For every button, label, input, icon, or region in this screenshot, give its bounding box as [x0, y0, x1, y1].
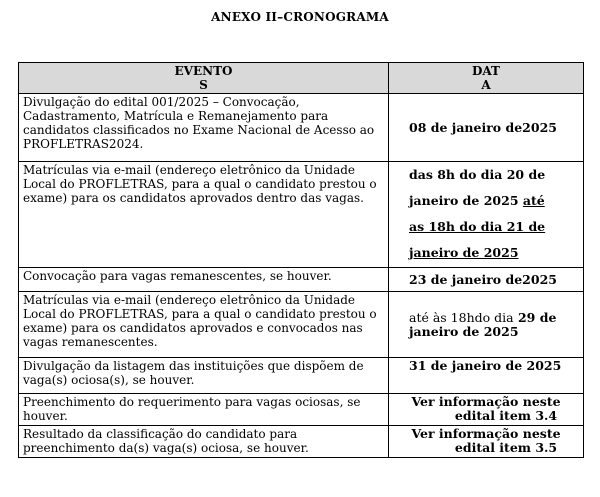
date-cell: 08 de janeiro de2025	[389, 94, 584, 162]
header-events	[19, 63, 389, 94]
date-text: 29 de	[517, 309, 557, 325]
table-row	[19, 426, 584, 458]
date-text: até às 18hdo dia	[409, 309, 514, 325]
date-line: edital item 3.5	[454, 440, 558, 455]
table-row	[19, 394, 584, 426]
event-cell: Matrículas via e-mail (endereço eletrônico da Unidade Local do PROFLETRAS, para a qual o candidato prestou o exame) para os candidatos aprovados e convocados nas vagas remanescentes.	[19, 292, 389, 358]
event-cell: Convocação para vagas remanescentes, se houver.	[19, 268, 389, 292]
table-header-row	[19, 63, 584, 94]
date-cell	[389, 426, 584, 458]
date-line: Ver informação neste	[411, 394, 561, 409]
table-row	[19, 358, 584, 394]
date-line: janeiro de 2025	[409, 245, 519, 260]
date-line: janeiro de 2025	[409, 323, 519, 339]
header-date-line1: DAT	[472, 64, 500, 78]
table-row	[19, 268, 584, 292]
date-text: janeiro de 2025	[409, 193, 519, 208]
date-line: edital item 3.4	[454, 408, 558, 423]
event-cell: Matrículas via e-mail (endereço eletrônico da Unidade Local do PROFLETRAS, para a qual o candidato prestou o exame) para os candidatos aprovados dentro das vagas.	[19, 162, 389, 268]
date-line: as 18h do dia 21 de	[409, 219, 546, 234]
event-cell: Resultado da classificação do candidato para preenchimento da(s) vaga(s) ociosa, se houver.	[19, 426, 389, 458]
date-line	[409, 188, 579, 214]
date-until: até	[522, 193, 545, 208]
date-cell	[389, 394, 584, 426]
table-row	[19, 162, 584, 268]
date-line: das 8h do dia 20 de	[409, 167, 546, 182]
schedule-table	[18, 62, 584, 458]
date-line: Ver informação neste	[411, 426, 561, 441]
table-row	[19, 94, 584, 162]
page-title: ANEXO II–CRONOGRAMA	[211, 10, 389, 24]
date-cell	[389, 162, 584, 268]
header-date-line2: A	[481, 78, 491, 92]
event-cell: Divulgação da listagem das instituições que dispõem de vaga(s) ociosa(s), se houver.	[19, 358, 389, 394]
header-events-line2: S	[199, 78, 208, 92]
date-cell: 31 de janeiro de 2025	[389, 358, 584, 394]
table-row	[19, 292, 584, 358]
date-cell	[389, 292, 584, 358]
header-date	[389, 63, 584, 94]
date-cell: 23 de janeiro de2025	[389, 268, 584, 292]
event-cell: Preenchimento do requerimento para vagas ociosas, se houver.	[19, 394, 389, 426]
date-line	[409, 311, 579, 325]
event-cell: Divulgação do edital 001/2025 – Convocação, Cadastramento, Matrícula e Remanejamento para candidatos classificados no Exame Nacional de Acesso ao PROFLETRAS2024.	[19, 94, 389, 162]
header-events-line1: EVENTO	[174, 64, 233, 78]
